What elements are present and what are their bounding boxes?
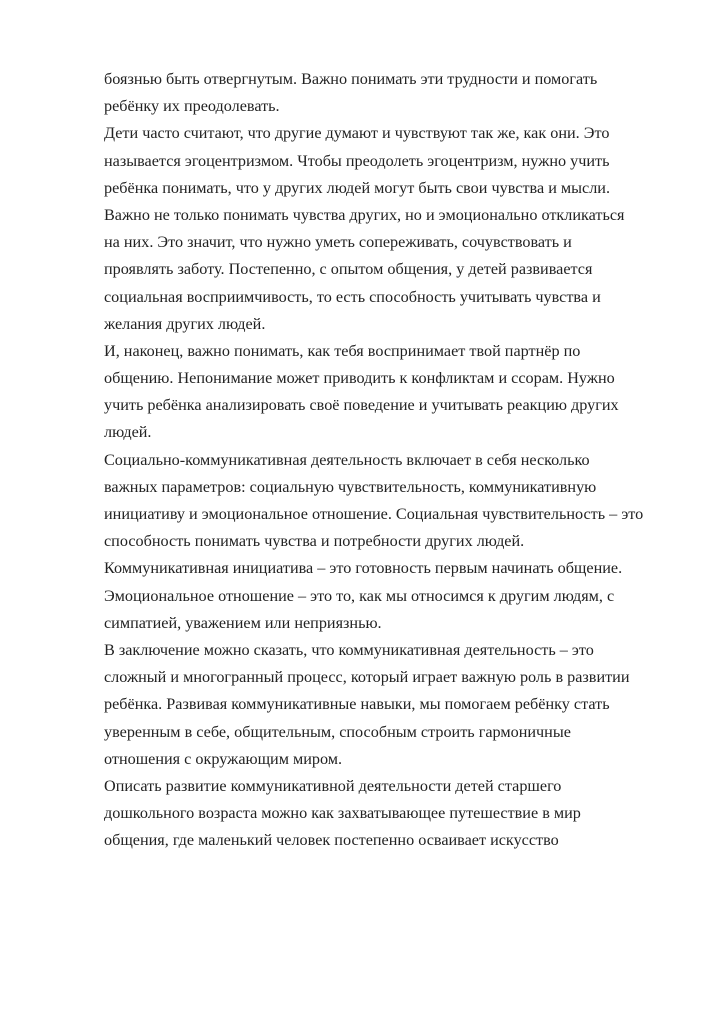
text-line: сложный и многогранный процесс, который играет важную роль в развитии: [104, 668, 630, 687]
paragraph-4: [104, 338, 676, 447]
text-line: учить ребёнка анализировать своё поведение и учитывать реакцию других: [104, 396, 619, 415]
text-line: Важно не только понимать чувства других, но и эмоционально откликаться: [104, 205, 625, 224]
text-line: проявлять заботу. Постепенно, с опытом общения, у детей развивается: [104, 260, 593, 279]
text-line: Дети часто считают, что другие думают и чувствуют так же, как они. Это: [104, 124, 610, 143]
text-line: социальная восприимчивость, то есть способность учитывать чувства и: [104, 287, 601, 306]
text-line: на них. Это значит, что нужно уметь сопереживать, сочувствовать и: [104, 233, 572, 252]
text-line: дошкольного возраста можно как захватывающее путешествие в мир: [104, 804, 581, 823]
paragraph-9: [104, 773, 676, 855]
text-line: Эмоциональное отношение – это то, как мы относимся к другим людям, с: [104, 586, 615, 605]
text-line: общения, где маленький человек постепенно осваивает искусство: [104, 831, 559, 850]
paragraph-1: [104, 66, 676, 120]
text-line: людей.: [104, 423, 152, 442]
text-line: ребёнку их преодолевать.: [104, 97, 280, 116]
text-line: способность понимать чувства и потребности других людей.: [104, 532, 525, 551]
text-line: общению. Непонимание может приводить к конфликтам и ссорам. Нужно: [104, 369, 615, 388]
paragraph-8: [104, 637, 676, 773]
text-line: отношения с окружающим миром.: [104, 749, 343, 768]
text-line: боязнью быть отвергнутым. Важно понимать эти трудности и помогать: [104, 70, 598, 88]
paragraph-6: [104, 555, 676, 582]
text-line: Описать развитие коммуникативной деятельности детей старшего: [104, 776, 562, 795]
text-line: важных параметров: социальную чувствительность, коммуникативную: [104, 477, 597, 496]
text-line: инициативу и эмоциональное отношение. Социальная чувствительность – это: [104, 505, 644, 523]
text-line: Коммуникативная инициатива – это готовность первым начинать общение.: [104, 559, 623, 578]
text-line: ребёнка понимать, что у других людей могут быть свои чувства и мысли.: [104, 178, 610, 197]
text-line: желания других людей.: [104, 314, 266, 333]
text-line: симпатией, уважением или неприязнью.: [104, 613, 382, 632]
paragraph-3: [104, 202, 676, 338]
text-line: Социально-коммуникативная деятельность включает в себя несколько: [104, 450, 590, 469]
text-line: уверенным в себе, общительным, способным строить гармоничные: [104, 722, 571, 741]
text-line: ребёнка. Развивая коммуникативные навыки, мы помогаем ребёнку стать: [104, 695, 610, 714]
paragraph-5: [104, 447, 676, 556]
text-line: В заключение можно сказать, что коммуникативная деятельность – это: [104, 640, 594, 659]
document-body: [104, 66, 676, 854]
paragraph-7: [104, 583, 676, 637]
text-line: И, наконец, важно понимать, как тебя воспринимает твой партнёр по: [104, 341, 581, 360]
paragraph-2: [104, 120, 676, 202]
text-line: называется эгоцентризмом. Чтобы преодолеть эгоцентризм, нужно учить: [104, 151, 610, 170]
